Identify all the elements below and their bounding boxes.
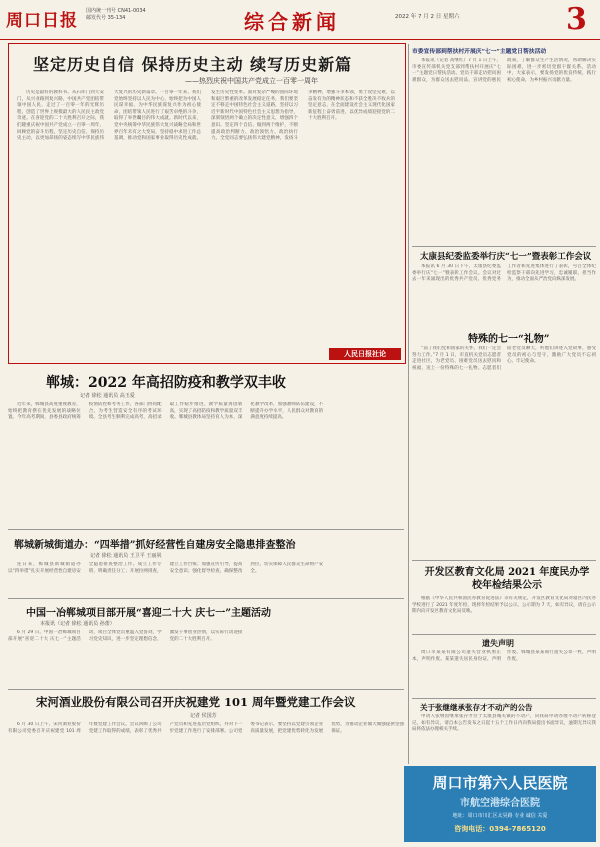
property-notice-body: 申请人张继因继承张存才位于太康县城关镇的不动产，向我局申请办理不动产转移登记，如有异议，请自本公告发布之日起十五个工作日内向我局提出书面异议，逾期无异议我局将依法办理相关手续。 xyxy=(412,714,596,733)
issue-info: 国内统一刊号 CN41-0034 邮发代号 35-134 xyxy=(86,8,146,21)
gaokao-byline: 记者 徐松 通讯员 高玉爱 xyxy=(80,393,135,399)
ad-address: 地址：周口市川汇区太昊路 专业 诚信 关爱 xyxy=(452,813,548,819)
right-article-3-body: “前了我们党和国家的关怀，我们一定会努力工作。”7 月 1 日，市直机关党员志愿者走进社区，为老党员、困难党员送去慰问和祝福，送上一份特殊的七一礼物。志愿者们陪老党员聊天，听他们讲述入党故事，感受党员的初心与坚守，激励广大党员不忘初心、牢记使命。 xyxy=(412,346,596,371)
yizhong-body: 6 月 29 日，中国一冶郸城项目部开展“喜迎二十大 庆七一”主题活动，项目全体党员重温入党誓词，学习党史知识，进一步坚定理想信念，激发干事创业热情，以实际行动迎接党的二十大胜利召开。 xyxy=(8,630,243,642)
gaokao-title: 郸城：2022 年高招防疫和教学双丰收 xyxy=(46,375,286,391)
songhe-title: 宋河酒业股份有限公司召开庆祝建党 101 周年暨党建工作会议 xyxy=(36,695,356,709)
ad-title: 周口市第六人民医院 xyxy=(432,774,568,792)
feature-tag: 人民日报社论 xyxy=(329,348,401,360)
ad-phone: 咨询电话：0394-7865120 xyxy=(454,825,546,833)
section-title: 综合新闻 xyxy=(244,10,340,34)
divider xyxy=(8,529,404,530)
songhe-body: 6 月 30 日上午，宋河酒业股份有限公司党委召开庆祝建党 101 周年暨党建工作会议。会议回顾了公司党建工作取得的成绩，表彰了优秀共产党员和先进基层党组织，并对下一步党建工作进行了安排部署。公司党委书记表示，要坚持以党建引领企业高质量发展，把党建优势转化为发展优势，为推动企业做大做强提供坚强保证。 xyxy=(8,722,404,734)
divider xyxy=(412,246,596,247)
lost-notice-body: 周口市某某有限公司遗失营业执照正本，声明作废。某某遗失居民身份证，声明作废。郸城县某某商行遗失公章一枚，声明作废。 xyxy=(412,650,596,662)
street-body: 连日来，郸城县新城街道办以“四举措”扎实开展经营性自建房安全隐患排查整治工作。成立工作专班，明确责任分工；开展拉网排查，建立工作台账；加强宣传引导，提高安全意识；强化督导检查，确保整改到位，切实保障人民群众生命财产安全。 xyxy=(8,562,324,574)
ad-subtitle: 市航空港综合医院 xyxy=(460,798,540,809)
feature-title: 坚定历史自信 保持历史主动 续写历史新篇 xyxy=(33,55,353,74)
divider xyxy=(412,560,596,561)
school-notice-body: 根据《中华人民共和国民办教育促进法》等有关规定，开发区教育文化局对辖区内民办学校进行了 2021 年度年检，现将年检结果予以公示。公示期为 7 天，如有异议，请在公示期内向开发区教育文化局反映。 xyxy=(412,596,596,615)
yizhong-byline: 本报讯（记者 徐松 通讯员 孙蕾） xyxy=(40,621,115,627)
newspaper-logo: 周口日报 xyxy=(6,11,78,31)
masthead xyxy=(0,0,600,40)
songhe-byline: 记者 侯国芳 xyxy=(190,713,217,719)
right-article-1-body: 本报讯（记者 高继红）7 月 1 日上午，市委宣传部机关党支部到帮扶村开展庆“七一”主题党日帮扶活动。党员干部走访慰问困难群众，为群众送去慰问品，宣讲党的惠民政策，了解群众生产生活情况，帮助解决实际困难，进一步密切党群干群关系。活动中，大家表示，要发扬党的优良传统，践行初心使命，为乡村振兴贡献力量。 xyxy=(412,58,596,83)
yizhong-title: 中国一冶郸城项目部开展“喜迎二十大 庆七一”主题活动 xyxy=(26,608,271,619)
divider xyxy=(8,598,404,599)
right-article-2-title: 太康县纪委监委举行庆“七一”暨表彰工作会议 xyxy=(420,252,592,262)
street-title: 郸城新城街道办：“四举措”抓好经营性自建房安全隐患排查整治 xyxy=(14,540,296,551)
feature-subtitle: ——热烈庆祝中国共产党成立一百零一周年 xyxy=(185,77,318,85)
right-article-2-body: 本报讯 6 月 30 日下午，太康县纪委监委举行庆“七一”暨表彰工作会议。会议对过去一年来涌现出的优秀共产党员、优秀党务工作者和先进集体进行了表彰，号召全体纪检监察干部向先进学习，忠诚履职、担当作为，推动全面从严治党向纵深发展。 xyxy=(412,264,596,283)
school-notice-title: 开发区教育文化局 2021 年度民办学校年检结果公示 xyxy=(424,567,590,591)
right-article-1-title: 市委宣传部到帮扶村开展庆“七一”主题党日帮扶活动 xyxy=(412,49,547,55)
street-byline: 记者 徐松 通讯员 王卫平 王丽夙 xyxy=(90,553,162,559)
right-article-3-title: 特殊的七一“礼物” xyxy=(468,334,550,345)
publication-date: 2022 年 7 月 2 日 星期六 xyxy=(395,14,460,20)
page-number: 3 xyxy=(566,2,587,37)
lost-notice-title: 遗失声明 xyxy=(482,638,514,648)
gaokao-body: 近年来，郸城县高度重视教育，始终把教育摆在优先发展的战略位置。今年高考期间，县委县政府统筹疫情防控和考务工作，各部门协同配合，为考生营造安全有序的考试环境。全县考生顺利完成高考，高招录取工作稳步推进，教学质量再创新高，实现了高招防疫和教学质量双丰收。郸城县教体局坚持育人为本，深化教学改革，加强教师队伍建设，不断提升办学水平，人民群众对教育的满意度持续提高。 xyxy=(8,402,324,421)
divider xyxy=(412,698,596,699)
divider xyxy=(412,634,596,635)
hospital-advertisement xyxy=(404,766,596,842)
column-divider xyxy=(408,44,409,764)
feature-editorial xyxy=(8,43,406,364)
property-notice-title: 关于张继继承张存才不动产的公告 xyxy=(420,703,533,712)
divider xyxy=(8,689,404,690)
feature-body: 历史是最好的教科书。从石库门到天安门，从兴业路到复兴路，中国共产党团结带领中国人民，走过了一百零一年的光辉历程，创造了世界上规模最大的人民民主政党奇迹。在喜迎党的二十大胜利召开之际，我们隆重庆祝中国共产党成立一百零一周年，回顾党的奋斗历程，坚定历史自信，保持历史主动，以更加昂扬的姿态续写中华民族伟大复兴的历史新篇章。一百零一年来，我们党始终坚持以人民为中心，始终把为中国人民谋幸福、为中华民族谋复兴作为初心使命，团结带领人民进行了艰苦卓绝的斗争，取得了举世瞩目的伟大成就。新时代以来，党中央统筹中华民族伟大复兴战略全局和世界百年未有之大变局，坚持稳中求进工作总基调，推动党和国家事业取得历史性成就、发生历史性变革。面对复杂严峻的国际环境和艰巨繁重的改革发展稳定任务，我们要坚定不移走中国特色社会主义道路，坚持以习近平新时代中国特色社会主义思想为指导，深刻领悟两个确立的决定性意义，增强四个意识、坚定四个自信、做到两个维护，不断提高政治判断力、政治领悟力、政治执行力。全党同志要弘扬伟大建党精神，发扬斗争精神，增强斗争本领，勇于攻坚克难，以奋发有为的精神状态和不获全胜决不收兵的坚定意志，在全面建设社会主义现代化国家新征程上奋勇前进，以优异成绩迎接党的二十大胜利召开。 xyxy=(17,90,395,142)
